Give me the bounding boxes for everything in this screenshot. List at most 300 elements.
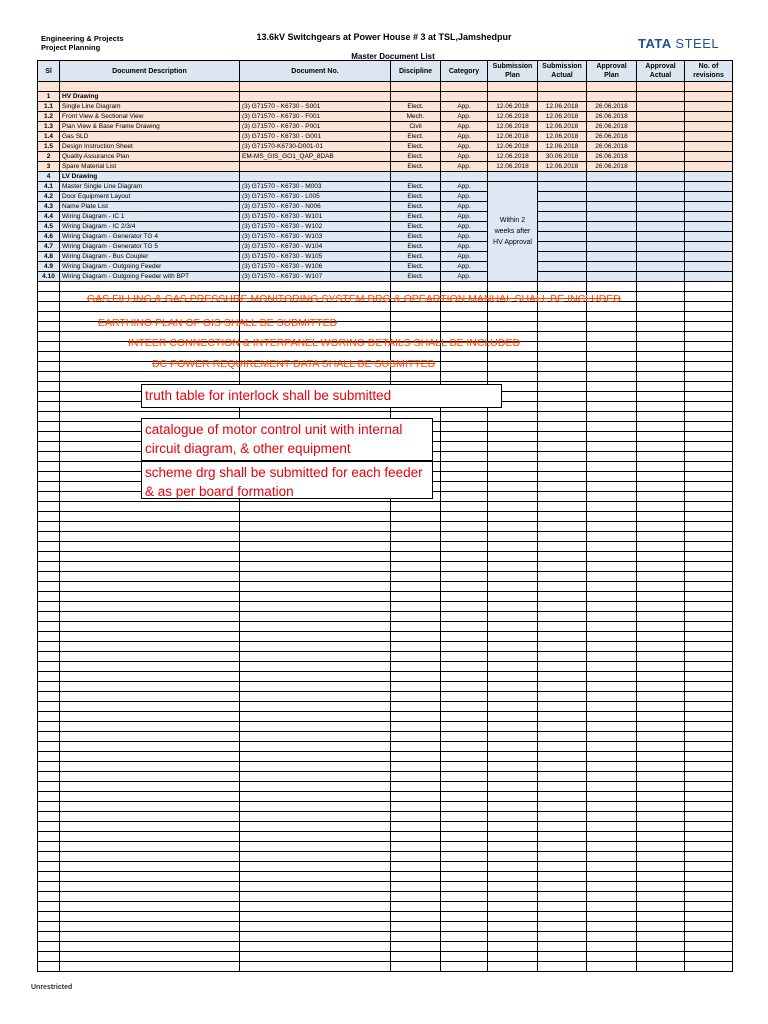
empty-cell — [441, 592, 488, 602]
cell-aa — [637, 192, 685, 202]
page-subtitle: Master Document List — [351, 52, 435, 61]
cell-cat: App. — [441, 152, 488, 162]
empty-cell — [441, 712, 488, 722]
empty-cell — [685, 762, 733, 772]
empty-cell — [240, 822, 391, 832]
empty-cell — [60, 562, 240, 572]
empty-cell — [587, 382, 637, 392]
cell-sl: 1.4 — [38, 132, 60, 142]
empty-cell — [685, 632, 733, 642]
empty-cell — [587, 482, 637, 492]
empty-row — [38, 752, 733, 762]
cell-no: (3) G71570 - K6730 - N006 — [240, 202, 391, 212]
empty-cell — [441, 902, 488, 912]
empty-cell — [637, 372, 685, 382]
cell-aa — [637, 102, 685, 112]
cell-sa: 12.06.2018 — [538, 112, 587, 122]
cell-desc: Wiring Diagram - Generator TG 4 — [60, 232, 240, 242]
empty-cell — [38, 772, 60, 782]
empty-cell — [587, 742, 637, 752]
cell-rev — [685, 262, 733, 272]
empty-row — [38, 862, 733, 872]
cell-disc: Elect. — [391, 152, 441, 162]
empty-cell — [538, 462, 587, 472]
cell-sa — [538, 252, 587, 262]
empty-row — [38, 882, 733, 892]
empty-cell — [538, 542, 587, 552]
empty-row — [38, 712, 733, 722]
empty-cell — [60, 852, 240, 862]
empty-cell — [488, 432, 538, 442]
empty-cell — [538, 782, 587, 792]
empty-cell — [391, 632, 441, 642]
cell-disc: Civil — [391, 122, 441, 132]
empty-cell — [38, 832, 60, 842]
empty-cell — [685, 582, 733, 592]
empty-cell — [441, 702, 488, 712]
empty-cell — [685, 342, 733, 352]
empty-cell — [538, 802, 587, 812]
empty-cell — [240, 522, 391, 532]
empty-cell — [637, 802, 685, 812]
empty-cell — [637, 542, 685, 552]
empty-cell — [38, 392, 60, 402]
cell-sa — [538, 82, 587, 92]
empty-cell — [391, 762, 441, 772]
cell-aa — [637, 182, 685, 192]
empty-cell — [60, 662, 240, 672]
empty-cell — [488, 562, 538, 572]
cell-aa — [637, 82, 685, 92]
empty-cell — [538, 762, 587, 772]
cell-no: (3) G71570 - K6730 - W103 — [240, 232, 391, 242]
empty-cell — [391, 662, 441, 672]
empty-cell — [637, 312, 685, 322]
empty-cell — [538, 862, 587, 872]
empty-cell — [391, 652, 441, 662]
empty-cell — [60, 702, 240, 712]
empty-cell — [685, 412, 733, 422]
empty-row — [38, 662, 733, 672]
empty-cell — [685, 522, 733, 532]
empty-cell — [685, 812, 733, 822]
cell-sl: 3 — [38, 162, 60, 172]
empty-cell — [38, 422, 60, 432]
empty-cell — [38, 662, 60, 672]
cell-disc: Elect. — [391, 222, 441, 232]
empty-cell — [587, 342, 637, 352]
logo-steel: STEEL — [675, 36, 720, 51]
cell-rev — [685, 192, 733, 202]
cell-ap — [587, 192, 637, 202]
empty-cell — [538, 922, 587, 932]
empty-cell — [637, 812, 685, 822]
empty-cell — [587, 402, 637, 412]
empty-cell — [637, 832, 685, 842]
cell-cat: App. — [441, 182, 488, 192]
empty-cell — [587, 392, 637, 402]
cell-sa: 12.06.2018 — [538, 122, 587, 132]
empty-cell — [441, 752, 488, 762]
empty-cell — [441, 892, 488, 902]
cell-ap: 26.06.2018 — [587, 132, 637, 142]
empty-cell — [240, 952, 391, 962]
empty-cell — [587, 282, 637, 292]
empty-cell — [240, 742, 391, 752]
empty-cell — [391, 672, 441, 682]
empty-cell — [38, 882, 60, 892]
empty-cell — [587, 962, 637, 972]
empty-cell — [637, 862, 685, 872]
cell-rev — [685, 172, 733, 182]
empty-cell — [391, 852, 441, 862]
empty-cell — [391, 802, 441, 812]
empty-cell — [391, 862, 441, 872]
master-document-table — [37, 60, 733, 972]
empty-row — [38, 692, 733, 702]
empty-cell — [391, 602, 441, 612]
empty-cell — [488, 962, 538, 972]
empty-cell — [685, 772, 733, 782]
cell-cat: App. — [441, 242, 488, 252]
empty-cell — [441, 862, 488, 872]
empty-cell — [38, 332, 60, 342]
empty-cell — [538, 692, 587, 702]
table-header-row — [38, 61, 733, 82]
empty-row — [38, 622, 733, 632]
empty-cell — [38, 652, 60, 662]
empty-cell — [538, 822, 587, 832]
cell-no: (3) G71570 - K6730 - F001 — [240, 112, 391, 122]
empty-cell — [441, 552, 488, 562]
empty-row — [38, 642, 733, 652]
empty-cell — [240, 502, 391, 512]
empty-cell — [637, 732, 685, 742]
column-header: Document No. — [240, 61, 391, 82]
empty-cell — [685, 592, 733, 602]
empty-cell — [240, 762, 391, 772]
empty-cell — [587, 872, 637, 882]
empty-cell — [587, 942, 637, 952]
empty-cell — [637, 502, 685, 512]
empty-cell — [488, 652, 538, 662]
empty-cell — [240, 542, 391, 552]
cell-sl: 4.9 — [38, 262, 60, 272]
empty-cell — [488, 762, 538, 772]
empty-cell — [488, 682, 538, 692]
empty-cell — [685, 722, 733, 732]
empty-cell — [538, 792, 587, 802]
cell-rev — [685, 82, 733, 92]
empty-cell — [441, 962, 488, 972]
table-row — [38, 242, 733, 252]
empty-cell — [488, 822, 538, 832]
empty-cell — [637, 872, 685, 882]
empty-cell — [637, 922, 685, 932]
empty-cell — [38, 782, 60, 792]
cell-no: (3) G71570 - K6730 - W102 — [240, 222, 391, 232]
cell-no: EM-MS_GIS_GO1_QAP_8DAB — [240, 152, 391, 162]
empty-cell — [488, 372, 538, 382]
empty-cell — [685, 822, 733, 832]
empty-cell — [441, 412, 488, 422]
empty-cell — [587, 322, 637, 332]
empty-cell — [38, 682, 60, 692]
column-header: Approval Plan — [587, 61, 637, 82]
empty-cell — [441, 322, 488, 332]
empty-cell — [685, 672, 733, 682]
empty-cell — [685, 612, 733, 622]
empty-cell — [587, 752, 637, 762]
empty-cell — [637, 282, 685, 292]
empty-cell — [441, 792, 488, 802]
cell-desc: Spare Material List — [60, 162, 240, 172]
cell-sl: 4.5 — [38, 222, 60, 232]
tata-steel-logo — [638, 36, 719, 51]
empty-cell — [38, 342, 60, 352]
empty-cell — [441, 512, 488, 522]
cell-sa — [538, 172, 587, 182]
empty-cell — [60, 532, 240, 542]
empty-cell — [240, 562, 391, 572]
empty-cell — [60, 672, 240, 682]
empty-cell — [637, 512, 685, 522]
empty-cell — [587, 812, 637, 822]
empty-cell — [685, 362, 733, 372]
empty-cell — [60, 772, 240, 782]
empty-cell — [488, 792, 538, 802]
empty-cell — [637, 392, 685, 402]
empty-cell — [587, 562, 637, 572]
empty-cell — [441, 462, 488, 472]
cell-rev — [685, 242, 733, 252]
cell-rev — [685, 142, 733, 152]
empty-cell — [391, 812, 441, 822]
cell-ap: 26.06.2018 — [587, 142, 637, 152]
empty-cell — [685, 652, 733, 662]
empty-cell — [637, 642, 685, 652]
column-header: No. of revisions — [685, 61, 733, 82]
empty-cell — [587, 612, 637, 622]
empty-cell — [685, 472, 733, 482]
empty-row — [38, 742, 733, 752]
empty-cell — [637, 762, 685, 772]
empty-cell — [538, 562, 587, 572]
empty-cell — [587, 732, 637, 742]
empty-cell — [60, 582, 240, 592]
empty-cell — [60, 782, 240, 792]
empty-cell — [391, 832, 441, 842]
cell-desc: Master Single Line Diagram — [60, 182, 240, 192]
empty-cell — [587, 692, 637, 702]
empty-cell — [538, 452, 587, 462]
empty-cell — [441, 442, 488, 452]
empty-cell — [441, 582, 488, 592]
empty-cell — [38, 742, 60, 752]
empty-cell — [685, 662, 733, 672]
empty-cell — [38, 902, 60, 912]
empty-cell — [391, 882, 441, 892]
empty-cell — [637, 362, 685, 372]
empty-row — [38, 842, 733, 852]
cell-aa — [637, 142, 685, 152]
empty-cell — [441, 532, 488, 542]
empty-cell — [38, 892, 60, 902]
cell-cat — [441, 92, 488, 102]
cell-ap — [587, 272, 637, 282]
empty-cell — [685, 702, 733, 712]
empty-cell — [391, 782, 441, 792]
cell-desc: Quality Assurance Plan — [60, 152, 240, 162]
table-row — [38, 162, 733, 172]
cell-sa — [538, 202, 587, 212]
empty-cell — [60, 542, 240, 552]
empty-cell — [587, 922, 637, 932]
empty-cell — [538, 322, 587, 332]
empty-cell — [685, 512, 733, 522]
cell-rev — [685, 112, 733, 122]
empty-cell — [60, 372, 240, 382]
empty-cell — [60, 882, 240, 892]
empty-cell — [587, 602, 637, 612]
empty-cell — [391, 792, 441, 802]
cell-desc: Door Equipment Layout — [60, 192, 240, 202]
empty-cell — [391, 902, 441, 912]
cell-rev — [685, 212, 733, 222]
empty-cell — [391, 372, 441, 382]
cell-no — [240, 162, 391, 172]
empty-row — [38, 922, 733, 932]
cell-no — [240, 82, 391, 92]
empty-cell — [38, 942, 60, 952]
empty-cell — [441, 782, 488, 792]
empty-cell — [685, 842, 733, 852]
cell-sp — [488, 172, 538, 182]
empty-cell — [391, 322, 441, 332]
empty-cell — [538, 642, 587, 652]
empty-cell — [488, 492, 538, 502]
empty-cell — [538, 902, 587, 912]
empty-cell — [38, 472, 60, 482]
cell-cat: App. — [441, 192, 488, 202]
empty-cell — [441, 352, 488, 362]
cell-sa: 30.06.2018 — [538, 152, 587, 162]
empty-cell — [391, 732, 441, 742]
empty-cell — [538, 422, 587, 432]
empty-cell — [391, 722, 441, 732]
cell-desc: Plan View & Base Frame Drawing — [60, 122, 240, 132]
empty-cell — [587, 442, 637, 452]
empty-cell — [240, 712, 391, 722]
empty-cell — [38, 492, 60, 502]
cell-cat: App. — [441, 252, 488, 262]
empty-cell — [637, 492, 685, 502]
empty-cell — [60, 512, 240, 522]
empty-cell — [488, 522, 538, 532]
empty-row — [38, 582, 733, 592]
table-row — [38, 142, 733, 152]
empty-cell — [38, 482, 60, 492]
empty-cell — [488, 362, 538, 372]
empty-cell — [38, 912, 60, 922]
empty-cell — [685, 642, 733, 652]
empty-cell — [488, 712, 538, 722]
empty-cell — [60, 902, 240, 912]
cell-disc: Elect. — [391, 252, 441, 262]
cell-sl: 1 — [38, 92, 60, 102]
empty-cell — [538, 722, 587, 732]
empty-cell — [60, 722, 240, 732]
cell-desc: Single Line Diagram — [60, 102, 240, 112]
table-row — [38, 262, 733, 272]
empty-cell — [60, 752, 240, 762]
empty-cell — [240, 882, 391, 892]
empty-cell — [488, 622, 538, 632]
empty-cell — [60, 642, 240, 652]
empty-cell — [60, 822, 240, 832]
cell-sl: 4.2 — [38, 192, 60, 202]
empty-cell — [391, 922, 441, 932]
empty-cell — [637, 582, 685, 592]
cell-ap — [587, 252, 637, 262]
column-header: Sl — [38, 61, 60, 82]
empty-cell — [240, 922, 391, 932]
empty-cell — [391, 612, 441, 622]
empty-cell — [685, 682, 733, 692]
empty-cell — [637, 412, 685, 422]
cell-desc — [60, 82, 240, 92]
empty-row — [38, 912, 733, 922]
empty-cell — [637, 602, 685, 612]
cell-aa — [637, 112, 685, 122]
empty-cell — [391, 822, 441, 832]
empty-cell — [637, 332, 685, 342]
table-row — [38, 172, 733, 182]
empty-row — [38, 612, 733, 622]
empty-cell — [488, 582, 538, 592]
empty-cell — [60, 892, 240, 902]
empty-cell — [38, 462, 60, 472]
empty-cell — [441, 602, 488, 612]
empty-cell — [587, 832, 637, 842]
empty-cell — [391, 932, 441, 942]
empty-cell — [587, 892, 637, 902]
empty-row — [38, 502, 733, 512]
cell-sl: 1.3 — [38, 122, 60, 132]
empty-cell — [240, 862, 391, 872]
cell-disc: Elect. — [391, 272, 441, 282]
empty-row — [38, 652, 733, 662]
cell-sa — [538, 262, 587, 272]
empty-cell — [240, 902, 391, 912]
empty-cell — [538, 332, 587, 342]
empty-cell — [240, 722, 391, 732]
page-title: 13.6kV Switchgears at Power House # 3 at TSL,Jamshedpur — [256, 32, 512, 42]
empty-cell — [488, 552, 538, 562]
empty-cell — [587, 522, 637, 532]
cell-rev — [685, 222, 733, 232]
empty-cell — [488, 842, 538, 852]
empty-row — [38, 542, 733, 552]
empty-cell — [391, 582, 441, 592]
empty-cell — [637, 662, 685, 672]
cell-rev — [685, 102, 733, 112]
empty-cell — [391, 962, 441, 972]
empty-cell — [391, 532, 441, 542]
empty-cell — [60, 932, 240, 942]
empty-cell — [637, 952, 685, 962]
empty-cell — [441, 772, 488, 782]
